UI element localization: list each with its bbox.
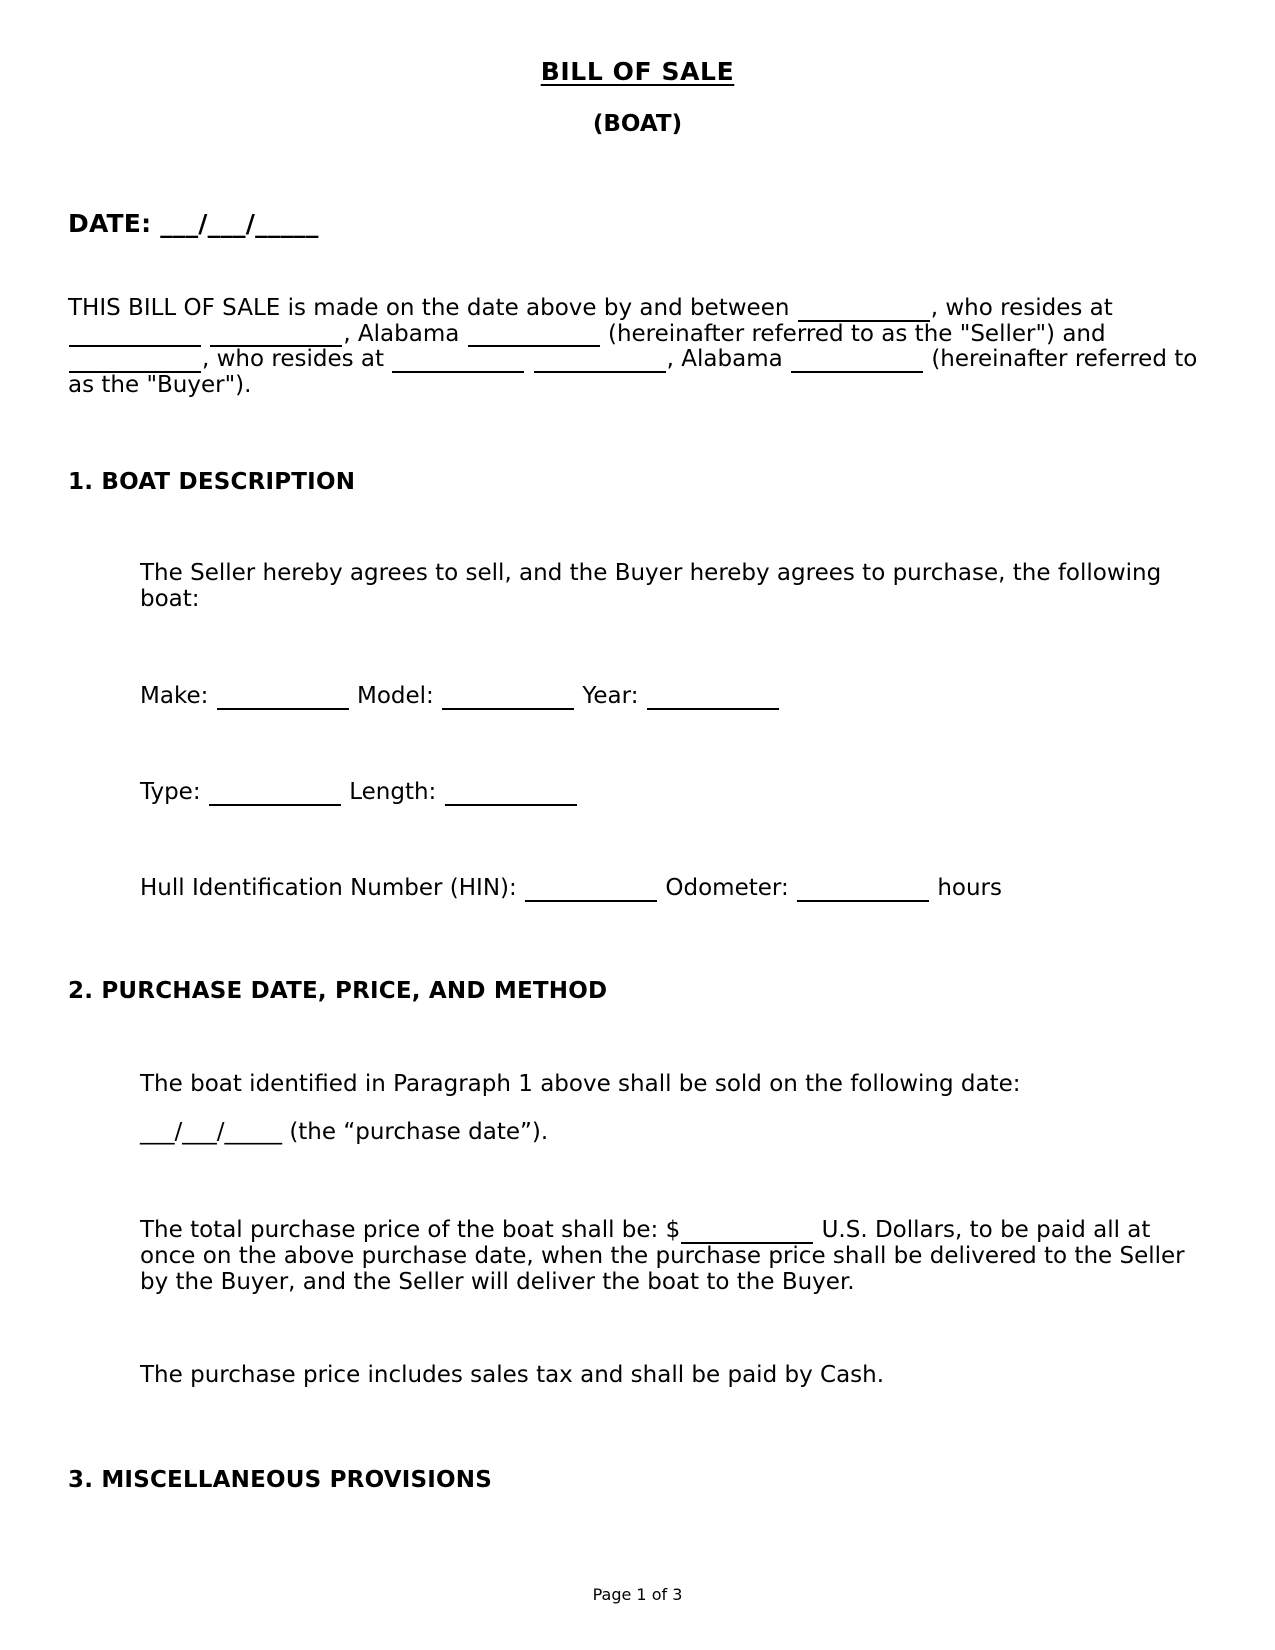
buyer-name-blank[interactable] bbox=[69, 349, 201, 373]
year-input-blank[interactable] bbox=[647, 686, 779, 710]
make-label: Make: bbox=[140, 683, 209, 710]
buyer-address-blank[interactable] bbox=[392, 349, 524, 373]
purchase-date-row bbox=[140, 1120, 1207, 1146]
purchase-date-blank[interactable]: ___/___/_____ bbox=[140, 1119, 282, 1146]
boat-type-length-row bbox=[140, 780, 1207, 806]
boat-description-lead: The Seller hereby agrees to sell, and the Buyer hereby agrees to purchase, the following boat: bbox=[140, 559, 1162, 612]
boat-make-model-year-row bbox=[140, 684, 1207, 710]
length-input-blank[interactable] bbox=[445, 782, 577, 806]
page-title: BILL OF SALE bbox=[540, 57, 735, 86]
intro-text-5: (hereinafter referred to as the "Seller") bbox=[607, 320, 1056, 347]
hin-label: Hull Identification Number (HIN): bbox=[140, 874, 517, 901]
type-label: Type: bbox=[140, 779, 201, 806]
page-footer: Page 1 of 3 bbox=[592, 1585, 683, 1604]
page-subtitle: (BOAT) bbox=[592, 110, 683, 137]
odometer-input-blank[interactable] bbox=[797, 878, 929, 902]
intro-text-3: at bbox=[1089, 294, 1113, 321]
price-prefix-text: The total purchase price of the boat shall be: $ bbox=[140, 1217, 681, 1244]
purchase-date-caption: (the “purchase date”). bbox=[289, 1119, 549, 1146]
model-input-blank[interactable] bbox=[442, 686, 574, 710]
seller-zip-blank[interactable] bbox=[468, 323, 600, 347]
year-label: Year: bbox=[582, 683, 639, 710]
buyer-zip-blank[interactable] bbox=[791, 349, 923, 373]
seller-city-blank[interactable] bbox=[210, 323, 342, 347]
price-suffix-text: U.S. Dollars, to be paid bbox=[821, 1217, 1086, 1244]
intro-text-2: , who resides bbox=[930, 294, 1083, 321]
intro-text-8: , Alabama bbox=[666, 346, 783, 373]
intro-text-1: THIS BILL OF SALE is made on the date above by and between bbox=[68, 294, 790, 321]
intro-text-4: , Alabama bbox=[343, 320, 460, 347]
intro-text-6: and bbox=[1062, 320, 1106, 347]
seller-name-blank[interactable] bbox=[798, 298, 930, 322]
section-heading-miscellaneous: 3. MISCELLANEOUS PROVISIONS bbox=[68, 1467, 492, 1494]
boat-hin-odometer-row bbox=[140, 876, 1207, 902]
type-input-blank[interactable] bbox=[209, 782, 341, 806]
price-rest-text: all at once on the above purchase date, when the purchase price shall be delivered to the Seller by the Buyer, and the Seller will deliver the boat to the Buyer. bbox=[140, 1217, 1185, 1295]
odometer-label: Odometer: bbox=[665, 874, 789, 901]
price-input-blank[interactable] bbox=[681, 1220, 813, 1244]
date-field-line bbox=[68, 209, 1207, 238]
intro-paragraph bbox=[68, 296, 1207, 399]
date-blank[interactable]: ___/___/_____ bbox=[160, 208, 319, 238]
odometer-unit-label: hours bbox=[937, 874, 1002, 901]
length-label: Length: bbox=[349, 779, 437, 806]
hin-input-blank[interactable] bbox=[525, 878, 657, 902]
intro-text-9: (hereinafter referred to as the "Buyer"). bbox=[68, 346, 1198, 399]
title-block bbox=[68, 0, 1207, 137]
date-label: DATE: bbox=[68, 208, 152, 238]
section-heading-boat-description: 1. BOAT DESCRIPTION bbox=[68, 468, 356, 495]
intro-text-7: , who resides at bbox=[202, 346, 385, 373]
buyer-city-blank[interactable] bbox=[534, 349, 666, 373]
sold-date-lead: The boat identified in Paragraph 1 above shall be sold on the following date: bbox=[140, 1070, 1021, 1097]
seller-address-blank[interactable] bbox=[69, 323, 201, 347]
purchase-price-paragraph bbox=[140, 1218, 1207, 1295]
model-label: Model: bbox=[356, 683, 434, 710]
sales-tax-paragraph: The purchase price includes sales tax and shall be paid by Cash. bbox=[140, 1362, 885, 1389]
make-input-blank[interactable] bbox=[217, 686, 349, 710]
section-heading-purchase-terms: 2. PURCHASE DATE, PRICE, AND METHOD bbox=[68, 977, 608, 1004]
